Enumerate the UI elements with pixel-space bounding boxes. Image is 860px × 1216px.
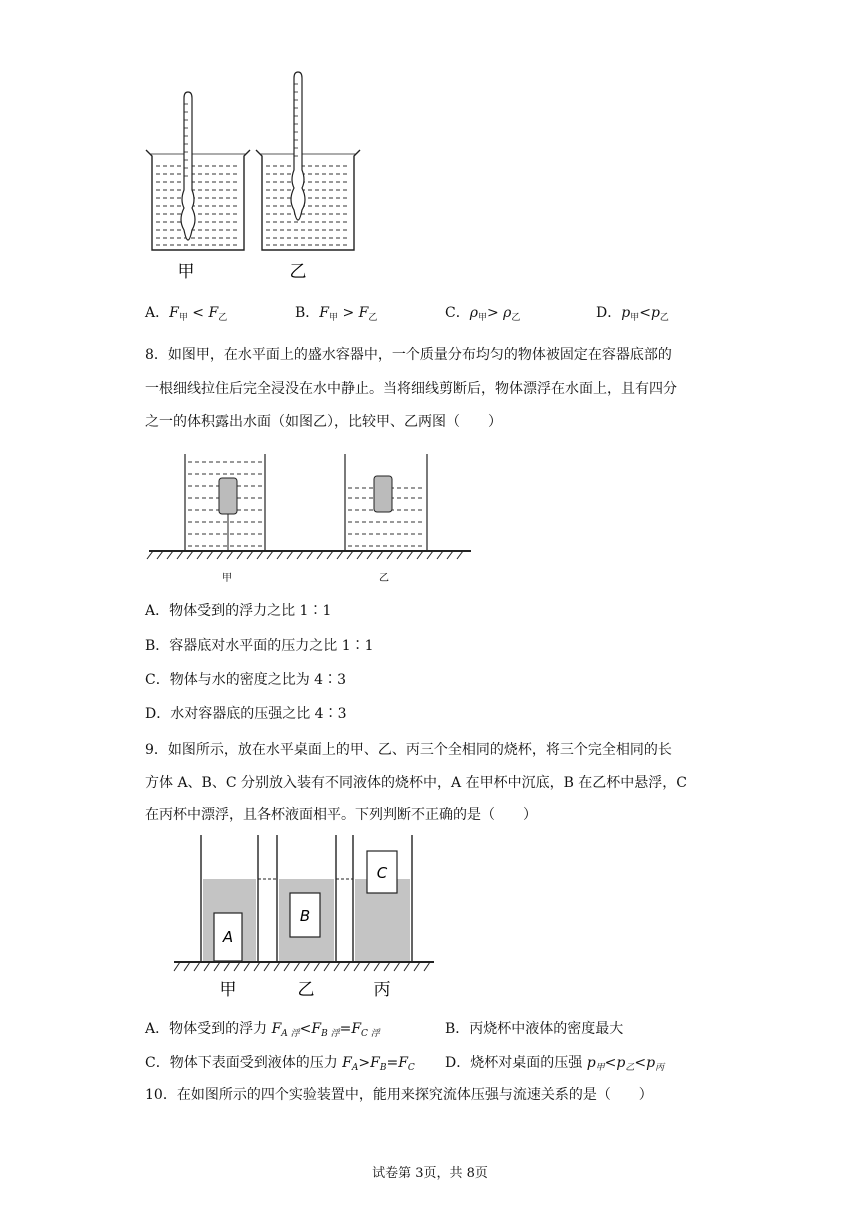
q8-text-line-3: 之一的体积露出水面（如图乙），比较甲、乙两图（ ） [145,414,502,430]
q9-option-c: C．物体下表面受到液体的压力 $F_A>F_B=F_C$ [145,1055,415,1073]
q9-option-b: B．丙烧杯中液体的密度最大 [445,1021,624,1037]
q9-option-d: D．烧杯对桌面的压强 $p_甲<p_乙<p_丙$ [445,1055,665,1073]
q7-option-a: A．$F_甲 < F_乙$ [145,305,228,323]
container-jia [185,454,265,551]
q7-option-d: D．$p_甲<p_乙$ [596,305,669,323]
beaker-yi [256,72,360,250]
block-b-label: B [299,907,311,925]
q9-text-line-3: 在丙杯中漂浮，且各杯液面相平。下列判断不正确的是（ ） [145,807,537,823]
cup-yi [277,835,336,961]
q8-text-line-2: 一根细线拉住后完全浸没在水中静止。当将细线剪断后，物体漂浮在水面上，且有四分 [145,381,677,397]
q8-text-line-1: 8．如图甲，在水平面上的盛水容器中，一个质量分布均匀的物体被固定在容器底部的 [145,347,672,363]
cup-label-yi: 乙 [297,980,315,1000]
q9-text-line-1: 9．如图所示，放在水平桌面上的甲、乙、丙三个全相同的烧杯，将三个完全相同的长 [145,742,672,758]
q8-option-d: D．水对容器底的压强之比 4∶3 [145,706,347,722]
cup-jia [201,835,258,961]
cup-bing [353,835,412,961]
q10-text: 10．在如图所示的四个实验装置中，能用来探究流体压强与流速关系的是（ ） [145,1087,653,1103]
page-footer: 试卷第 3页，共 8页 [372,1166,488,1181]
fig8-label-yi: 乙 [379,573,389,584]
block-a-label: A [222,928,234,946]
q7-option-b: B．$F_甲 > F_乙$ [295,305,378,323]
cup-label-jia: 甲 [219,980,237,1000]
table-hatch [174,962,434,971]
container-yi [345,454,427,551]
beaker-jia [146,92,250,250]
block-c-label: C [376,864,388,882]
q8-figure [145,450,475,590]
cup-label-bing: 丙 [373,980,391,1000]
q7-option-c: C．$\rho_甲> \rho_乙$ [445,305,521,323]
q9-text-line-2: 方体 A、B、C 分别放入装有不同液体的烧杯中，A 在甲杯中沉底，B 在乙杯中悬浮，C [145,775,688,791]
q8-option-a: A．物体受到的浮力之比 1∶1 [145,603,332,619]
q9-figure [170,833,440,1003]
fig8-label-jia: 甲 [222,573,232,584]
ground-hatch [147,551,471,559]
q9-option-a: A．物体受到的浮力 $F_{A 浮}<F_{B 浮}=F_{C 浮}$ [145,1021,380,1039]
fig7-label-jia: 甲 [177,262,195,282]
fig7-label-yi: 乙 [289,262,307,282]
q8-option-b: B．容器底对水平面的压力之比 1∶1 [145,638,374,654]
q7-figure [140,70,380,285]
q8-option-c: C．物体与水的密度之比为 4∶3 [145,672,346,688]
